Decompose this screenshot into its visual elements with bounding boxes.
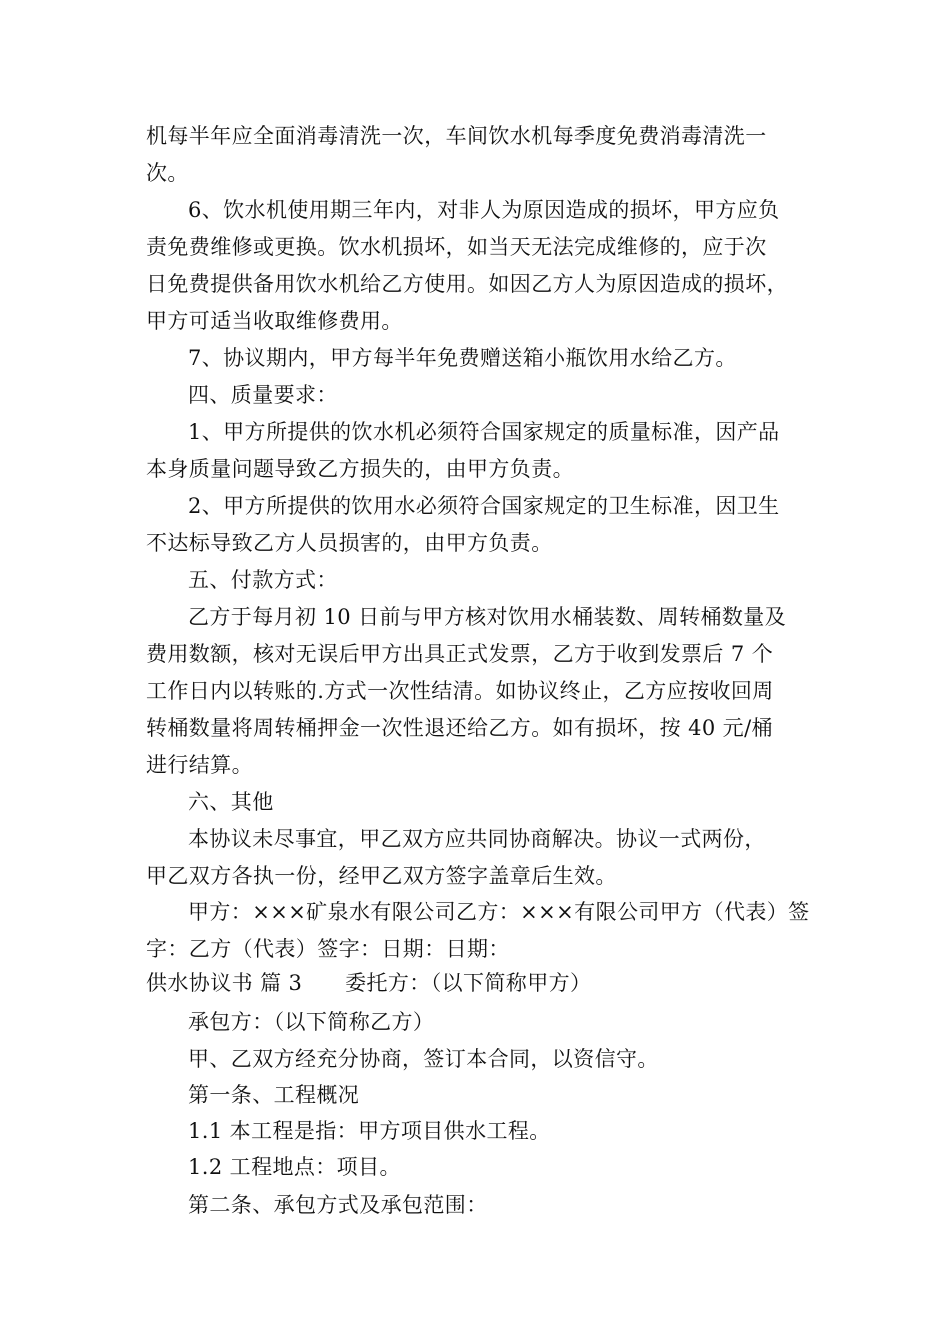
section-heading: 六、其他	[188, 790, 274, 814]
article-heading: 供水协议书 篇 3 委托方：（以下简称甲方）	[146, 971, 592, 995]
paragraph-line: 1、甲方所提供的饮水机必须符合国家规定的质量标准，因产品	[188, 420, 780, 444]
paragraph-line: 责免费维修或更换。饮水机损坏，如当天无法完成维修的，应于次	[146, 235, 767, 259]
paragraph-line: 承包方：（以下简称乙方）	[188, 1010, 435, 1034]
paragraph-line: 甲乙双方各执一份，经甲乙双方签字盖章后生效。	[146, 864, 617, 888]
paragraph-line: 乙方于每月初 10 日前与甲方核对饮用水桶装数、周转桶数量及	[188, 605, 787, 629]
section-heading: 第一条、工程概况	[188, 1083, 360, 1107]
paragraph-line: 费用数额，核对无误后甲方出具正式发票，乙方于收到发票后 7 个	[146, 642, 774, 666]
paragraph-line: 1.1 本工程是指：甲方项目供水工程。	[188, 1119, 551, 1143]
paragraph-line: 1.2 工程地点：项目。	[188, 1155, 401, 1179]
paragraph-line: 次。	[146, 161, 189, 185]
section-heading: 五、付款方式：	[188, 568, 338, 592]
paragraph-line: 本身质量问题导致乙方损失的，由甲方负责。	[146, 457, 574, 481]
section-heading: 第二条、承包方式及承包范围：	[188, 1193, 488, 1217]
paragraph-line: 不达标导致乙方人员损害的，由甲方负责。	[146, 531, 553, 555]
paragraph-line: 2、甲方所提供的饮用水必须符合国家规定的卫生标准，因卫生	[188, 494, 780, 518]
paragraph-line: 本协议未尽事宜，甲乙双方应共同协商解决。协议一式两份，	[188, 827, 766, 851]
paragraph-line: 6、饮水机使用期三年内，对非人为原因造成的损坏，甲方应负	[188, 198, 780, 222]
paragraph-line: 转桶数量将周转桶押金一次性退还给乙方。如有损坏，按 40 元/桶	[146, 716, 773, 740]
paragraph-line: 进行结算。	[146, 753, 253, 777]
section-heading: 四、质量要求：	[188, 383, 338, 407]
paragraph-line: 7、协议期内，甲方每半年免费赠送箱小瓶饮用水给乙方。	[188, 346, 737, 370]
paragraph-line: 工作日内以转账的.方式一次性结清。如协议终止，乙方应按收回周	[146, 679, 774, 703]
signature-line: 字：乙方（代表）签字：日期：日期：	[146, 937, 510, 961]
paragraph-line: 甲方可适当收取维修费用。	[146, 309, 403, 333]
paragraph-line: 甲、乙双方经充分协商，签订本合同，以资信守。	[188, 1047, 659, 1071]
signature-line: 甲方：×××矿泉水有限公司乙方：×××有限公司甲方（代表）签	[188, 900, 810, 924]
paragraph-line: 机每半年应全面消毒清洗一次，车间饮水机每季度免费消毒清洗一	[146, 124, 767, 148]
paragraph-line: 日免费提供备用饮水机给乙方使用。如因乙方人为原因造成的损坏，	[146, 272, 788, 296]
